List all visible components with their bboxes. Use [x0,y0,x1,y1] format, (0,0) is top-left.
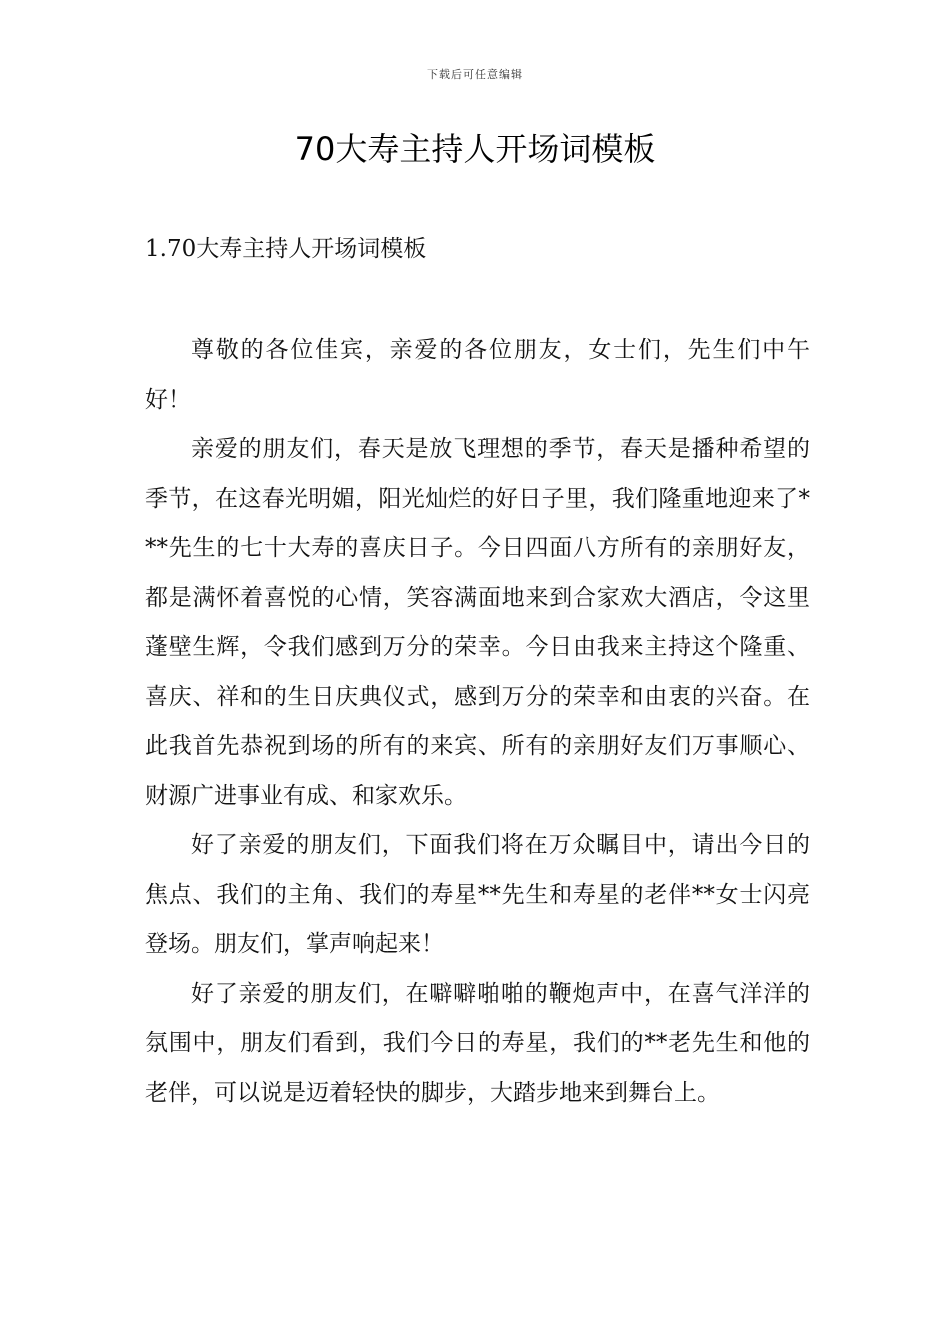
document-title: 70大寿主持人开场词模板 [294,130,656,168]
paragraph-introduction: 亲爱的朋友们，春天是放飞理想的季节，春天是播种希望的季节，在这春光明媚，阳光灿烂的好日子里，我们隆重地迎来了***先生的七十大寿的喜庆日子。今日四面八方所有的亲朋好友，都是满怀着喜悦的心情，笑容满面地来到合家欢大酒店，令这里蓬壁生辉，令我们感到万分的荣幸。今日由我来主持这个隆重、喜庆、祥和的生日庆典仪式，感到万分的荣幸和由衷的兴奋。在此我首先恭祝到场的所有的来宾、所有的亲朋好友们万事顺心、财源广进事业有成、和家欢乐。 [145,436,810,809]
paragraph-entrance: 好了亲爱的朋友们，在噼噼啪啪的鞭炮声中，在喜气洋洋的氛围中，朋友们看到，我们今日的寿星，我们的**老先生和他的老伴，可以说是迈着轻快的脚步，大踏步地来到舞台上。 [145,980,810,1106]
header-note: 下载后可任意编辑 [427,68,523,81]
body-text [145,326,810,1118]
paragraph-greeting: 尊敬的各位佳宾，亲爱的各位朋友，女士们，先生们中午好！ [145,337,810,413]
paragraph-invitation: 好了亲爱的朋友们，下面我们将在万众瞩目中，请出今日的焦点、我们的主角、我们的寿星**先生和寿星的老伴**女士闪亮登场。朋友们，掌声响起来！ [145,832,810,957]
section-heading: 1.70大寿主持人开场词模板 [145,236,427,262]
